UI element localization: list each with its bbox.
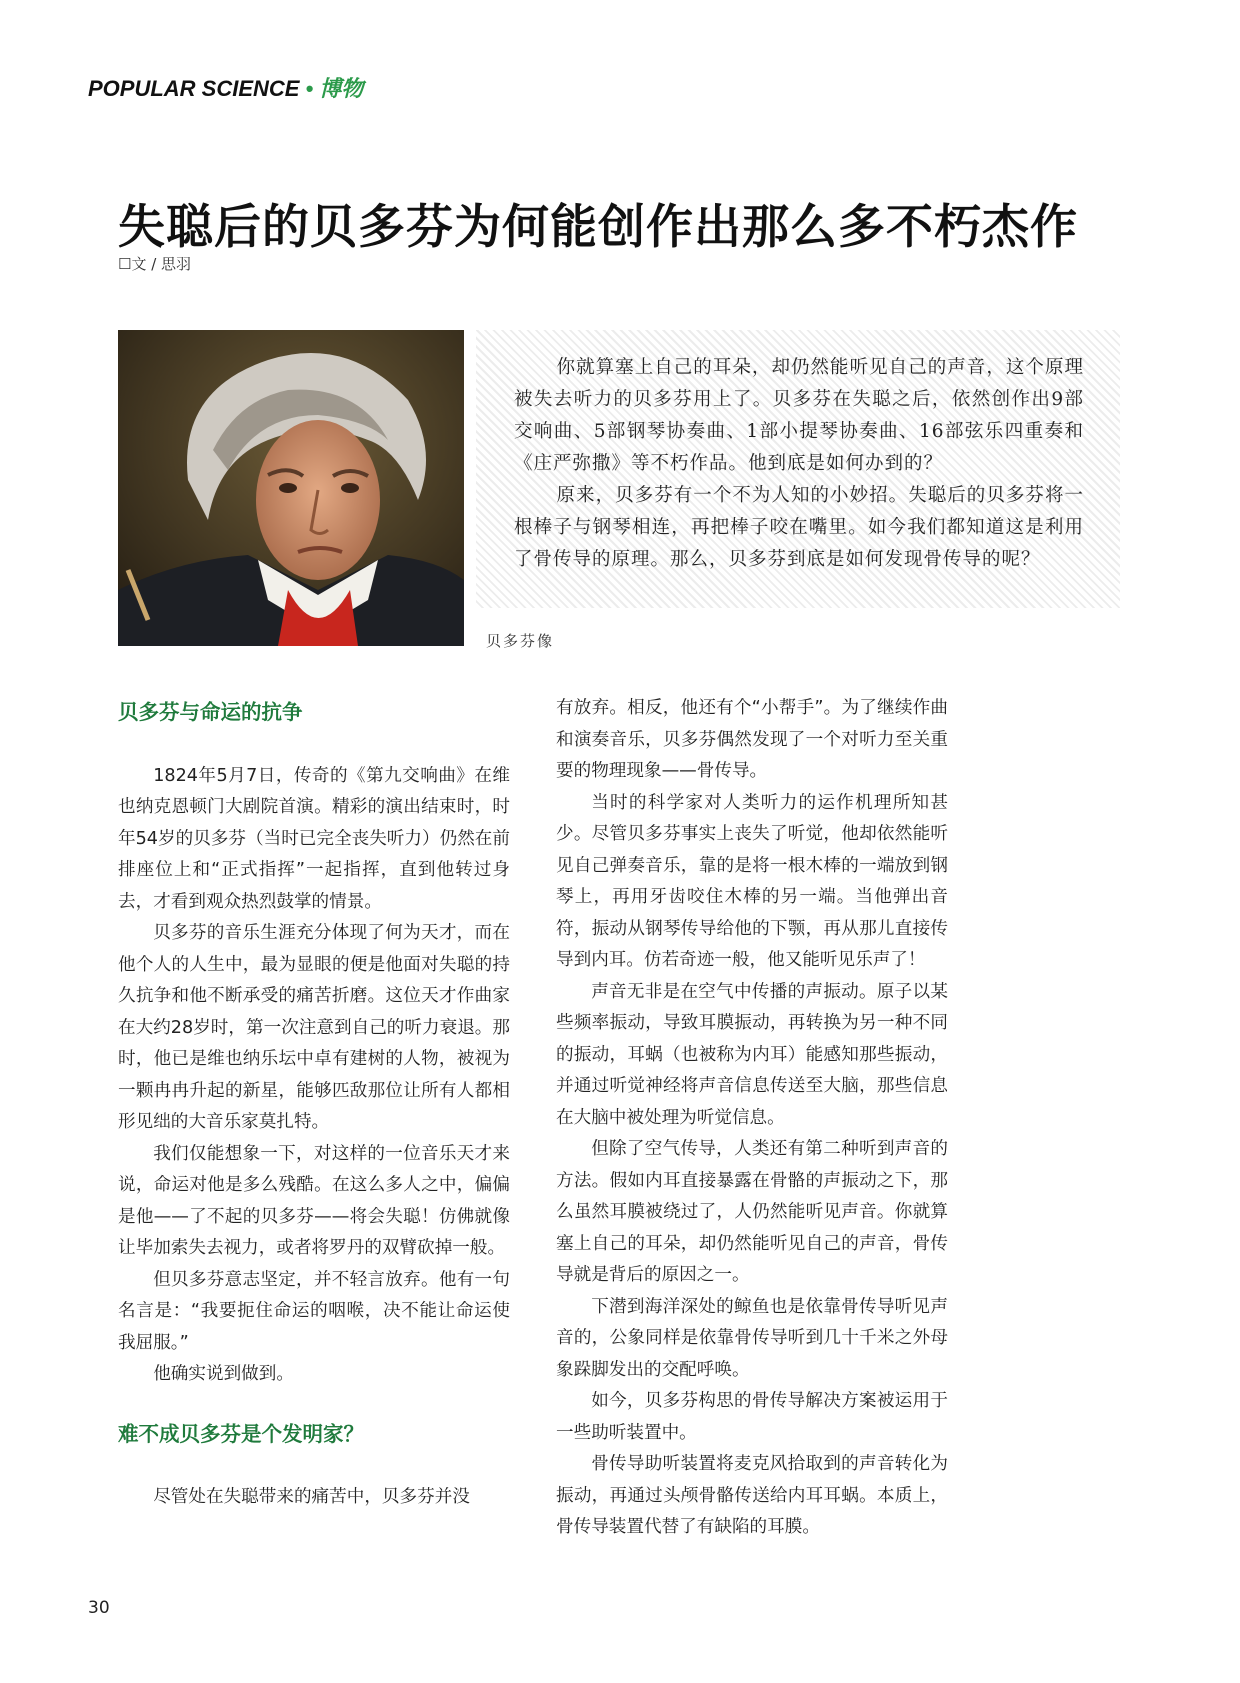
body-paragraph: 当时的科学家对人类听力的运作机理所知甚少。尽管贝多芬事实上丧失了听觉，他却依然能听见自己弹奏音乐，靠的是将一根木棒的一端放到钢琴上，再用牙齿咬住木棒的另一端。当他弹出音符，振动从钢琴传导给他的下颚，再从那儿直接传导到内耳。仿若奇迹一般，他又能听见乐声了！ (556, 792, 948, 970)
body-paragraph: 1824年5月7日，传奇的《第九交响曲》在维也纳克恩顿门大剧院首演。精彩的演出结束时，时年54岁的贝多芬（当时已完全丧失听力）仍然在前排座位上和“正式指挥”一起指挥，直到他转过身去，才看到观众热烈鼓掌的情景。 (118, 765, 510, 912)
left-column (118, 697, 510, 1514)
article-byline: ☐文 / 思羽 (118, 255, 192, 273)
body-paragraph: 声音无非是在空气中传播的声振动。原子以某些频率振动，导致耳膜振动，再转换为另一种不同的振动，耳蜗（也被称为内耳）能感知那些振动，并通过听觉神经将声音信息传送至大脑，那些信息在大脑中被处理为听觉信息。 (556, 981, 948, 1128)
body-paragraph: 我们仅能想象一下，对这样的一位音乐天才来说，命运对他是多么残酷。在这么多人之中，偏偏是他——了不起的贝多芬——将会失聪！仿佛就像让毕加索失去视力，或者将罗丹的双臂砍掉一般。 (118, 1143, 510, 1258)
right-column (556, 693, 948, 1544)
brand-name: POPULAR SCIENCE (88, 76, 300, 101)
header-separator: • (305, 76, 314, 101)
body-paragraph: 尽管处在失聪带来的痛苦中，贝多芬并没 (153, 1487, 470, 1507)
section-heading: 难不成贝多芬是个发明家？ (118, 1421, 364, 1446)
beethoven-portrait (118, 330, 464, 646)
portrait-caption: 贝多芬像 (486, 632, 555, 650)
body-paragraph: 下潜到海洋深处的鲸鱼也是依靠骨传导听见声音的，公象同样是依靠骨传导听到几十千米之外母象跺脚发出的交配呼唤。 (556, 1296, 948, 1380)
intro-paragraph: 你就算塞上自己的耳朵，却仍然能听见自己的声音，这个原理被失去听力的贝多芬用上了。贝多芬在失聪之后，依然创作出9部交响曲、5部钢琴协奏曲、1部小提琴协奏曲、16部弦乐四重奏和《庄严弥撒》等不朽作品。他到底是如何办到的？ (514, 357, 1084, 474)
intro-paragraph: 原来，贝多芬有一个不为人知的小妙招。失聪后的贝多芬将一根棒子与钢琴相连，再把棒子咬在嘴里。如今我们都知道这是利用了骨传导的原理。那么，贝多芬到底是如何发现骨传导的呢？ (514, 485, 1084, 570)
body-paragraph: 但贝多芬意志坚定，并不轻言放弃。他有一句名言是：“我要扼住命运的咽喉，决不能让命运使我屈服。” (118, 1269, 510, 1353)
body-paragraph-continued: 有放弃。相反，他还有个“小帮手”。为了继续作曲和演奏音乐，贝多芬偶然发现了一个对听力至关重要的物理现象——骨传导。 (556, 698, 948, 781)
intro-text (514, 352, 1084, 576)
body-paragraph: 如今，贝多芬构思的骨传导解决方案被运用于一些助听装置中。 (556, 1391, 948, 1443)
body-paragraph: 贝多芬的音乐生涯充分体现了何为天才，而在他个人的人生中，最为显眼的便是他面对失聪的持久抗争和他不断承受的痛苦折磨。这位天才作曲家在大约28岁时，第一次注意到自己的听力衰退。那时，他已是维也纳乐坛中卓有建树的人物，被视为一颗冉冉升起的新星，能够匹敌那位让所有人都相形见绌的大音乐家莫扎特。 (118, 923, 510, 1132)
section-heading: 贝多芬与命运的抗争 (118, 700, 303, 724)
body-paragraph: 骨传导助听装置将麦克风拾取到的声音转化为振动，再通过头颅骨骼传送给内耳耳蜗。本质上，骨传导装置代替了有缺陷的耳膜。 (556, 1454, 948, 1537)
body-paragraph: 但除了空气传导，人类还有第二种听到声音的方法。假如内耳直接暴露在骨骼的声振动之下，那么虽然耳膜被绕过了，人仍然能听见声音。你就算塞上自己的耳朵，却仍然能听见自己的声音，骨传导就是背后的原因之一。 (556, 1139, 948, 1285)
page-number: 30 (88, 1598, 110, 1618)
section-name: 博物 (319, 76, 364, 101)
article-title: 失聪后的贝多芬为何能创作出那么多不朽杰作 (118, 200, 1078, 255)
intro-box (476, 330, 1120, 608)
portrait-illustration (118, 330, 464, 646)
body-paragraph: 他确实说到做到。 (153, 1364, 294, 1384)
magazine-header (88, 72, 363, 103)
